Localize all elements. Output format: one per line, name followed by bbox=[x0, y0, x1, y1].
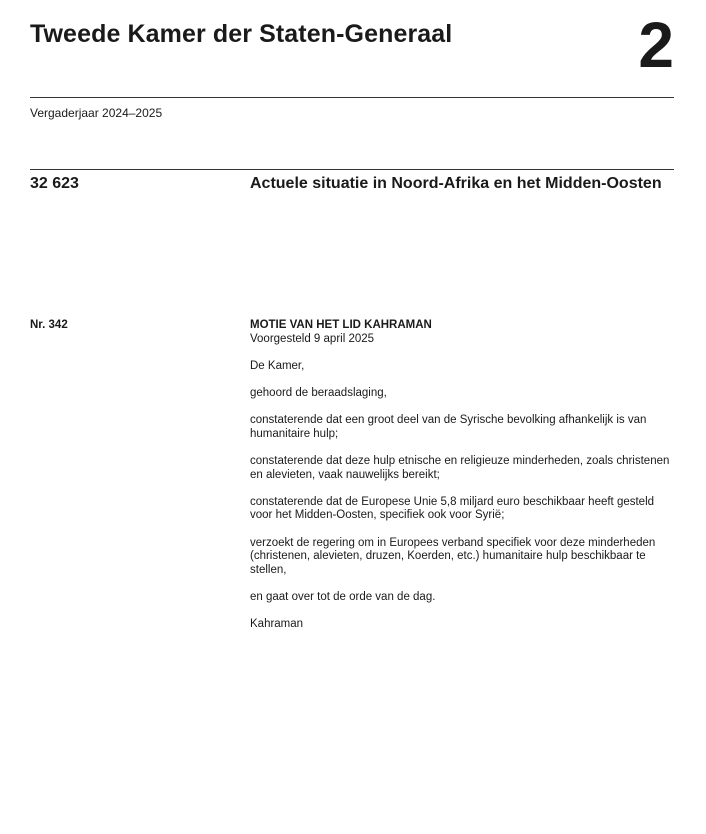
paragraph: verzoekt de regering om in Europees verband specifiek voor deze minderheden (christenen, alevieten, druzen, Koerden, etc.) humanitaire hulp beschikbaar te stellen, bbox=[250, 536, 656, 576]
motion-title: MOTIE VAN HET LID KAHRAMAN bbox=[250, 319, 432, 331]
paragraph: constaterende dat deze hulp etnische en religieuze minderheden, zoals christenen en alevieten, vaak nauwelijks bereikt; bbox=[250, 454, 670, 481]
page-number: 2 bbox=[638, 9, 674, 81]
document-number: Nr. 342 bbox=[30, 319, 68, 331]
dossier-title: Actuele situatie in Noord-Afrika en het Midden-Oosten bbox=[250, 175, 662, 192]
paragraph: en gaat over tot de orde van de dag. bbox=[250, 590, 436, 603]
paragraph: constaterende dat de Europese Unie 5,8 miljard euro beschikbaar heeft gesteld voor het Midden-Oosten, specifiek ook voor Syrië; bbox=[250, 495, 655, 522]
salutation: De Kamer, bbox=[250, 359, 305, 372]
divider-dossier bbox=[30, 169, 674, 170]
proposed-date: Voorgesteld 9 april 2025 bbox=[250, 332, 375, 345]
paragraph: constaterende dat een groot deel van de Syrische bevolking afhankelijk is van humanitaire hulp; bbox=[250, 414, 647, 440]
divider-top bbox=[30, 97, 674, 98]
parliament-title: Tweede Kamer der Staten-Generaal bbox=[30, 20, 453, 48]
motion-body bbox=[250, 319, 675, 632]
dossier-number: 32 623 bbox=[30, 175, 79, 192]
signature: Kahraman bbox=[250, 618, 304, 631]
session-year: Vergaderjaar 2024–2025 bbox=[30, 106, 163, 120]
paragraph: gehoord de beraadslaging, bbox=[250, 386, 387, 399]
